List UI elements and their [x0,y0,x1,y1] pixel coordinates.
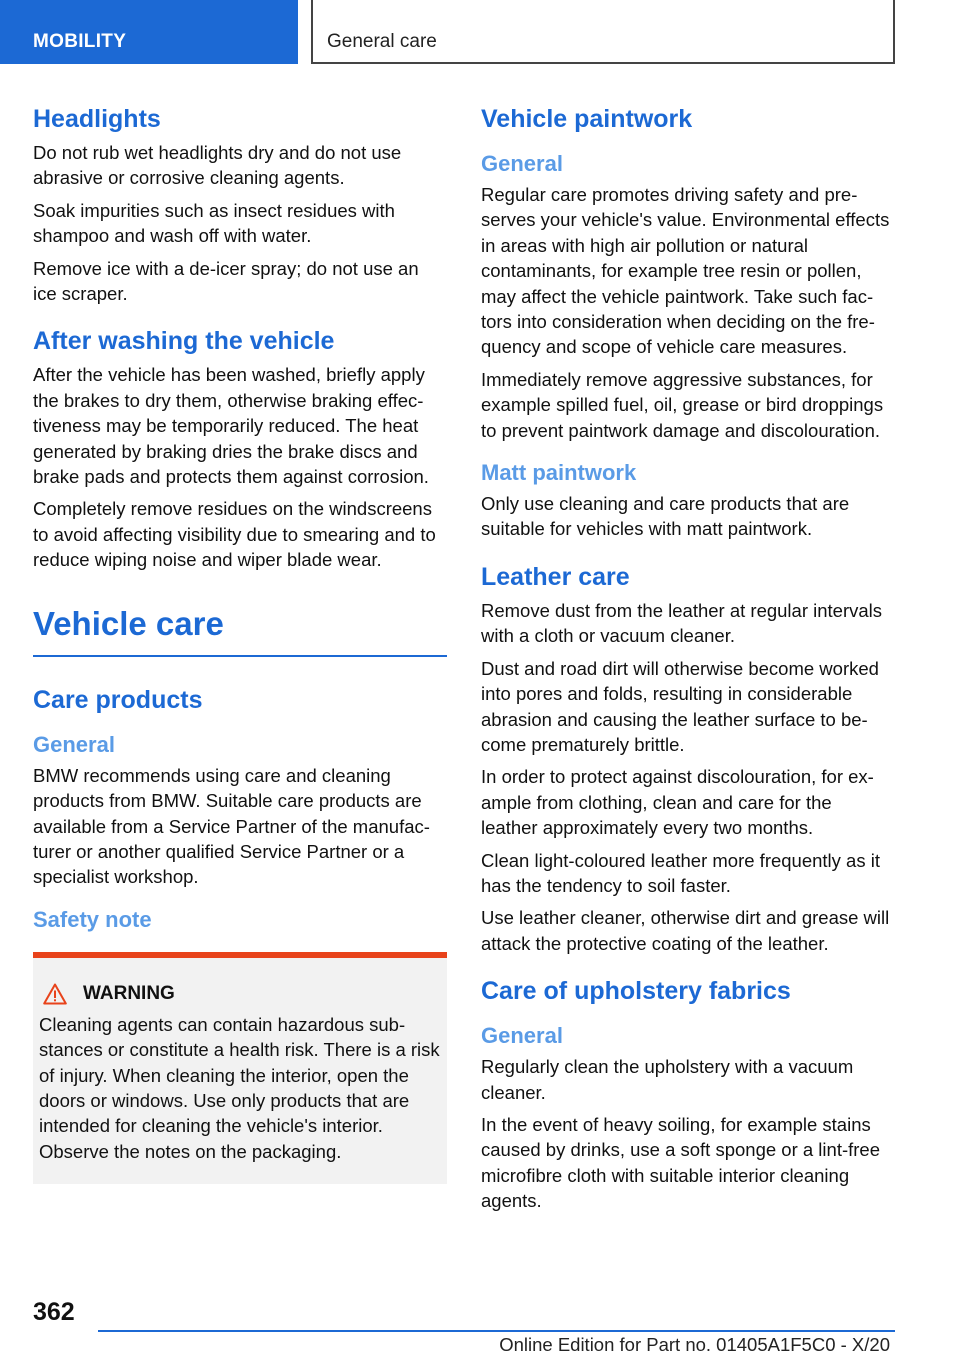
upholstery-paragraph-1: Regularly clean the upholstery with a vacuum cleaner. [481,1056,854,1103]
leather-care-heading: Leather care [481,562,630,591]
paintwork-heading: Vehicle paintwork [481,105,693,133]
matt-paintwork-paragraph: Only use cleaning and care products that are suitable for vehicles with matt paintwork. [481,493,850,540]
after-washing-paragraph-2: Completely remove residues on the windscreens to avoid affecting visibility due to smearing and to reduce wiping noise and wiper blade wear. [33,498,436,571]
left-column [33,100,447,1184]
subsection-header: General care [311,0,895,64]
footer-divider [98,1330,895,1332]
right-column [481,100,893,1221]
paintwork-general-subheading: General [481,151,563,176]
headlights-paragraph-1: Do not rub wet headlights dry and do not use abrasive or corrosive cleaning agents. [33,142,402,189]
headlights-heading: Headlights [33,105,161,133]
upholstery-heading: Care of upholstery fabrics [481,977,791,1006]
headlights-paragraph-2: Soak impurities such as insect residues with shampoo and wash off with water. [33,199,395,247]
paintwork-paragraph-2: Immediately remove aggressive substances, for example spilled fuel, oil, grease or bird droppings to prevent paintwork damage and discolouration. [481,368,884,441]
safety-note-subheading: Safety note [33,906,152,932]
care-products-heading: Care products [33,685,203,714]
edition-footer: Online Edition for Part no. 01405A1F5C0 - X/20 [499,1334,890,1355]
warning-header [39,980,441,1008]
after-washing-paragraph-1: After the vehicle has been washed, briefly apply the brakes to dry them, otherwise braking effectiveness may be temporarily reduced. The heat generated by braking dries the brake discs and brake pads and protects them against corrosion. [33,364,429,488]
paintwork-paragraph-1: Regular care promotes driving safety and preserves your vehicle's value. Environmental effects in areas with high air pollution or natural contaminants, for example tree resin or pollen, may affect the vehicle paintwork. Take such factors into consideration when deciding on the frequency and scope of vehicle care measures. [481,184,890,358]
section-tab: MOBILITY [0,0,298,64]
warning-triangle-icon [43,983,67,1005]
warning-text: Cleaning agents can contain hazardous substances or constitute a health risk. There is a risk of injury. When cleaning the interior, open the doors or windows. Use only products that are intended for cleaning the vehicle's interior. Observe the notes on the packaging. [39,1013,440,1162]
warning-label: WARNING [83,982,175,1004]
leather-paragraph-5: Use leather cleaner, otherwise dirt and grease will attack the protective coating of the leather. [481,907,890,954]
page-number: 362 [33,1298,75,1326]
warning-box [33,952,447,1184]
care-products-paragraph: BMW recommends using care and cleaning products from BMW. Suitable care products are available from a Service Partner of the manufacturer or another qualified Service Partner or a specialist workshop. [33,764,430,888]
leather-paragraph-1: Remove dust from the leather at regular intervals with a cloth or vacuum cleaner. [481,599,883,647]
upholstery-paragraph-2: In the event of heavy soiling, for example stains caused by drinks, use a soft sponge or a lint-free microfibre cloth with suitable interior cleaning agents. [481,1113,880,1212]
headlights-paragraph-3: Remove ice with a de-icer spray; do not use an ice scraper. [33,257,419,305]
chapter-title: Vehicle care [33,603,447,657]
after-washing-heading: After washing the vehicle [33,327,335,356]
leather-paragraph-4: Clean light-coloured leather more frequently as it has the tendency to soil faster. [481,849,880,896]
leather-paragraph-3: In order to protect against discolouration, for example from clothing, clean and care for the leather approximately every two months. [481,766,874,839]
leather-paragraph-2: Dust and road dirt will otherwise become worked into pores and folds, resulting in considerable abrasion and causing the leather surface to become prematurely brittle. [481,657,879,755]
matt-paintwork-subheading: Matt paintwork [481,460,637,486]
upholstery-general-subheading: General [481,1023,563,1049]
general-subheading: General [33,731,115,757]
